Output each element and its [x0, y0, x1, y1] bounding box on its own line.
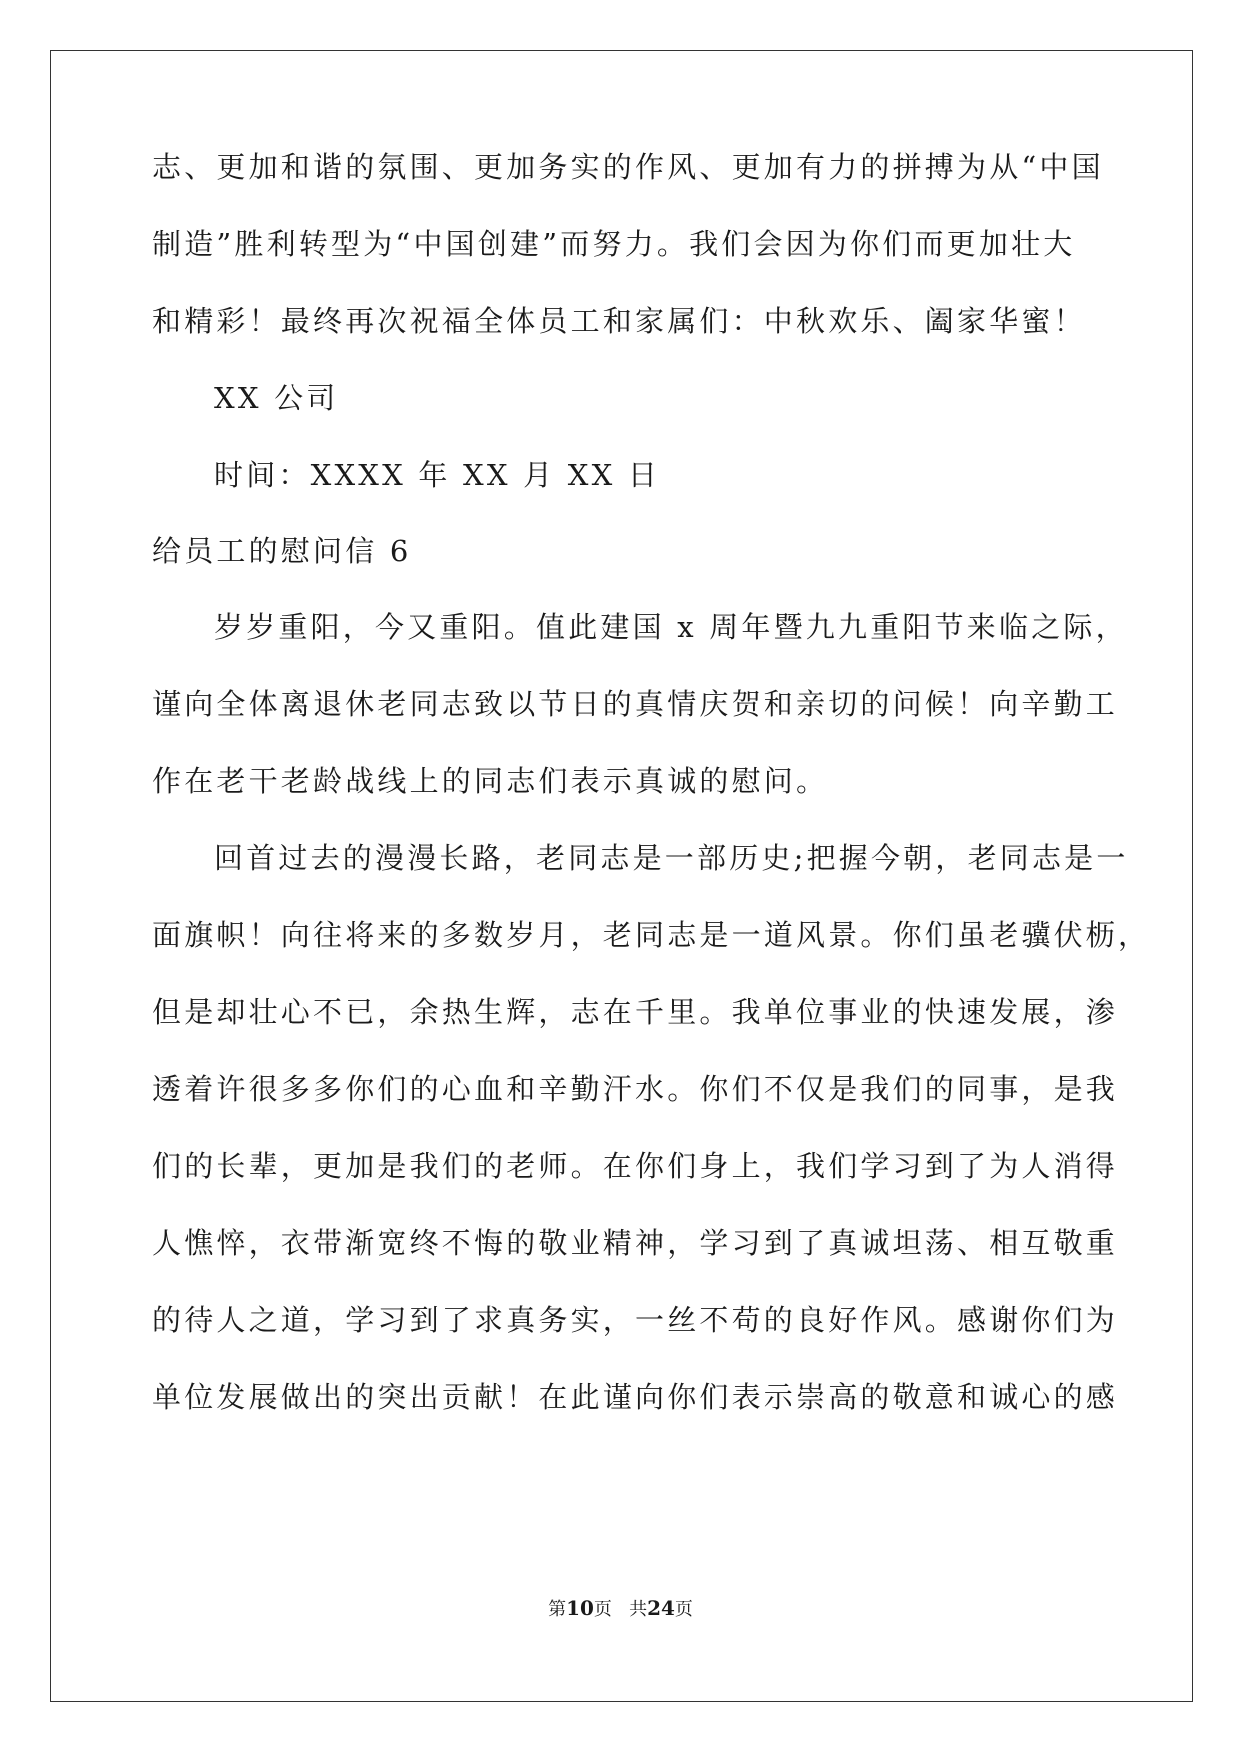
text-line: 制造”胜利转型为“中国创建”而努力。我们会因为你们而更加壮大 — [152, 227, 1076, 261]
text-line: 回首过去的漫漫长路，老同志是一部历史;把握今朝，老同志是一 — [214, 841, 1129, 875]
text-line: 谨向全体离退休老同志致以节日的真情庆贺和亲切的问候！向辛勤工 — [152, 687, 1119, 721]
text-line: 和精彩！最终再次祝福全体员工和家属们：中秋欢乐、阖家华蜜！ — [152, 304, 1086, 338]
text-line: 人憔悴，衣带渐宽终不悔的敬业精神，学习到了真诚坦荡、相互敬重 — [152, 1226, 1119, 1260]
total-prefix: 共 — [629, 1599, 648, 1620]
text-line: 但是却壮心不已，余热生辉，志在千里。我单位事业的快速发展，渗 — [152, 995, 1119, 1029]
text-line: 作在老干老龄战线上的同志们表示真诚的慰问。 — [152, 764, 829, 798]
page-number: 10 — [566, 1596, 594, 1620]
text-line: 单位发展做出的突出贡献！在此谨向你们表示崇高的敬意和诚心的感 — [152, 1380, 1119, 1414]
text-line: 志、更加和谐的氛围、更加务实的作风、更加有力的拼搏为从“中国 — [152, 150, 1104, 184]
page-prefix: 第 — [548, 1599, 567, 1620]
date-line: 时间：XXXX 年 XX 月 XX 日 — [214, 458, 661, 492]
page-footer — [0, 1596, 1241, 1622]
total-pages: 24 — [647, 1596, 675, 1620]
total-suffix: 页 — [674, 1599, 693, 1620]
section-heading: 给员工的慰问信 6 — [152, 534, 412, 568]
text-line: 面旗帜！向往将来的多数岁月，老同志是一道风景。你们虽老骥伏枥， — [152, 918, 1151, 952]
text-line: 岁岁重阳，今又重阳。值此建国 x 周年暨九九重阳节来临之际， — [214, 610, 1128, 644]
text-line: 的待人之道，学习到了求真务实，一丝不苟的良好作风。感谢你们为 — [152, 1303, 1119, 1337]
text-line: 们的长辈，更加是我们的老师。在你们身上，我们学习到了为人消得 — [152, 1149, 1119, 1183]
text-line: 透着许很多多你们的心血和辛勤汗水。你们不仅是我们的同事，是我 — [152, 1072, 1119, 1106]
company-signature: XX 公司 — [214, 381, 339, 415]
page-suffix: 页 — [593, 1599, 612, 1620]
